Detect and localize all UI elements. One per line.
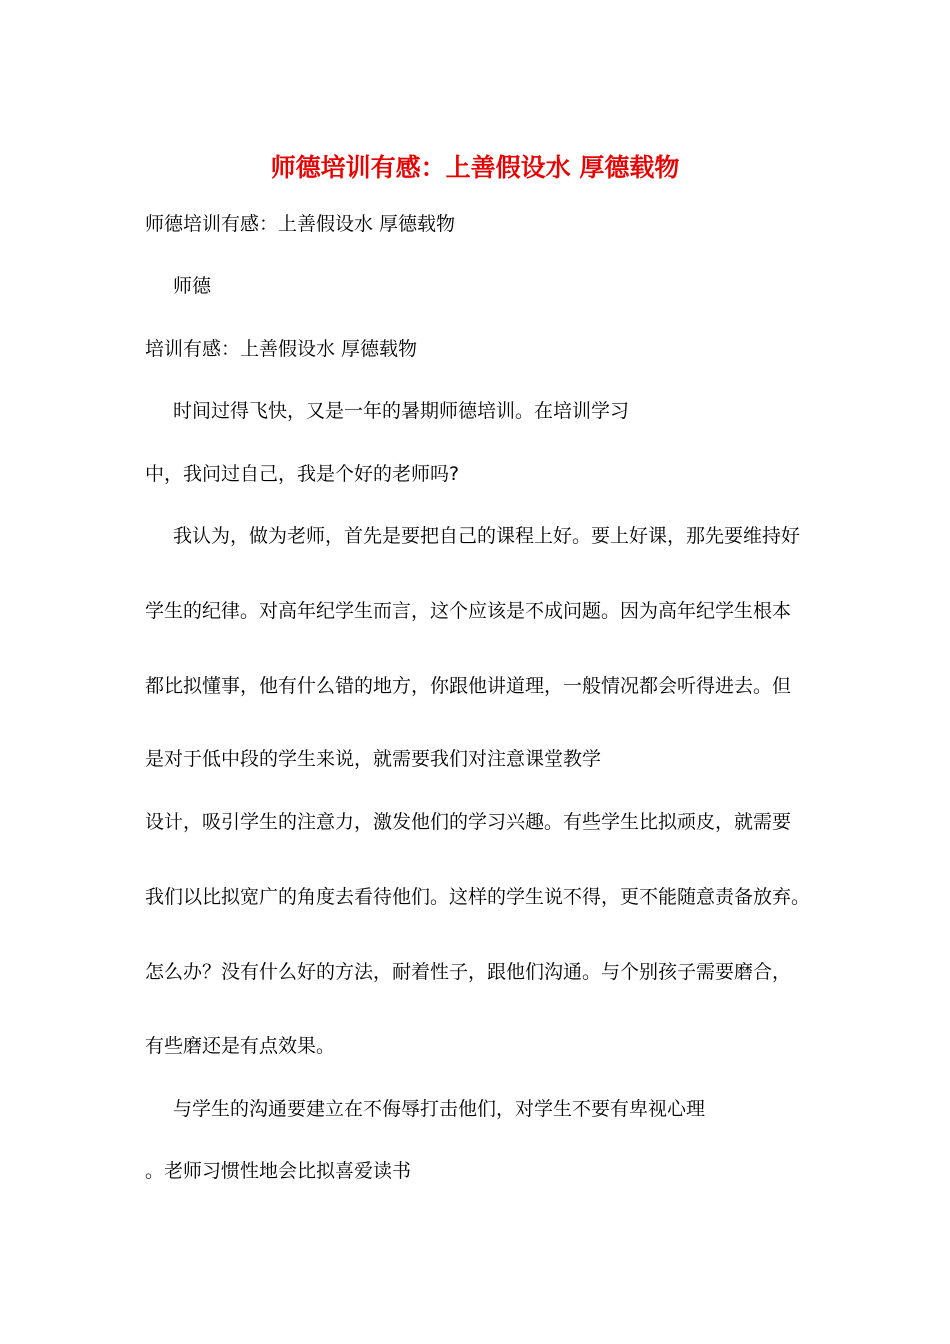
text-line-14: 与学生的沟通要建立在不侮辱打击他们，对学生不要有卑视心理 — [173, 1098, 706, 1120]
text-line-12: 怎么办？没有什么好的方法，耐着性子，跟他们沟通。与个别孩子需要磨合， — [145, 961, 792, 983]
text-line-9: 是对于低中段的学生来说，就需要我们对注意课堂教学 — [145, 748, 602, 770]
text-line-11: 我们以比拟宽广的角度去看待他们。这样的学生说不得，更不能随意责备放弃。 — [145, 886, 811, 908]
text-line-1: 师德培训有感：上善假设水 厚德载物 — [145, 213, 456, 235]
text-line-6: 我认为，做为老师，首先是要把自己的课程上好。要上好课，那先要维持好 — [173, 525, 801, 547]
text-line-3: 培训有感：上善假设水 厚德载物 — [145, 338, 418, 360]
text-line-13: 有些磨还是有点效果。 — [145, 1035, 336, 1057]
text-line-2: 师德 — [173, 275, 212, 297]
text-line-7: 学生的纪律。对高年纪学生而言，这个应该是不成问题。因为高年纪学生根本 — [145, 600, 792, 622]
document-title: 师德培训有感：上善假设水 厚德载物 — [270, 153, 680, 182]
text-line-4: 时间过得飞快，又是一年的暑期师德培训。在培训学习 — [173, 400, 630, 422]
text-line-8: 都比拟懂事，他有什么错的地方，你跟他讲道理，一般情况都会听得进去。但 — [145, 675, 792, 697]
text-line-5: 中，我问过自己，我是个好的老师吗? — [145, 463, 460, 485]
text-line-10: 设计，吸引学生的注意力，激发他们的学习兴趣。有些学生比拟顽皮，就需要 — [145, 811, 792, 833]
text-line-15: 。老师习惯性地会比拟喜爱读书 — [145, 1160, 412, 1182]
